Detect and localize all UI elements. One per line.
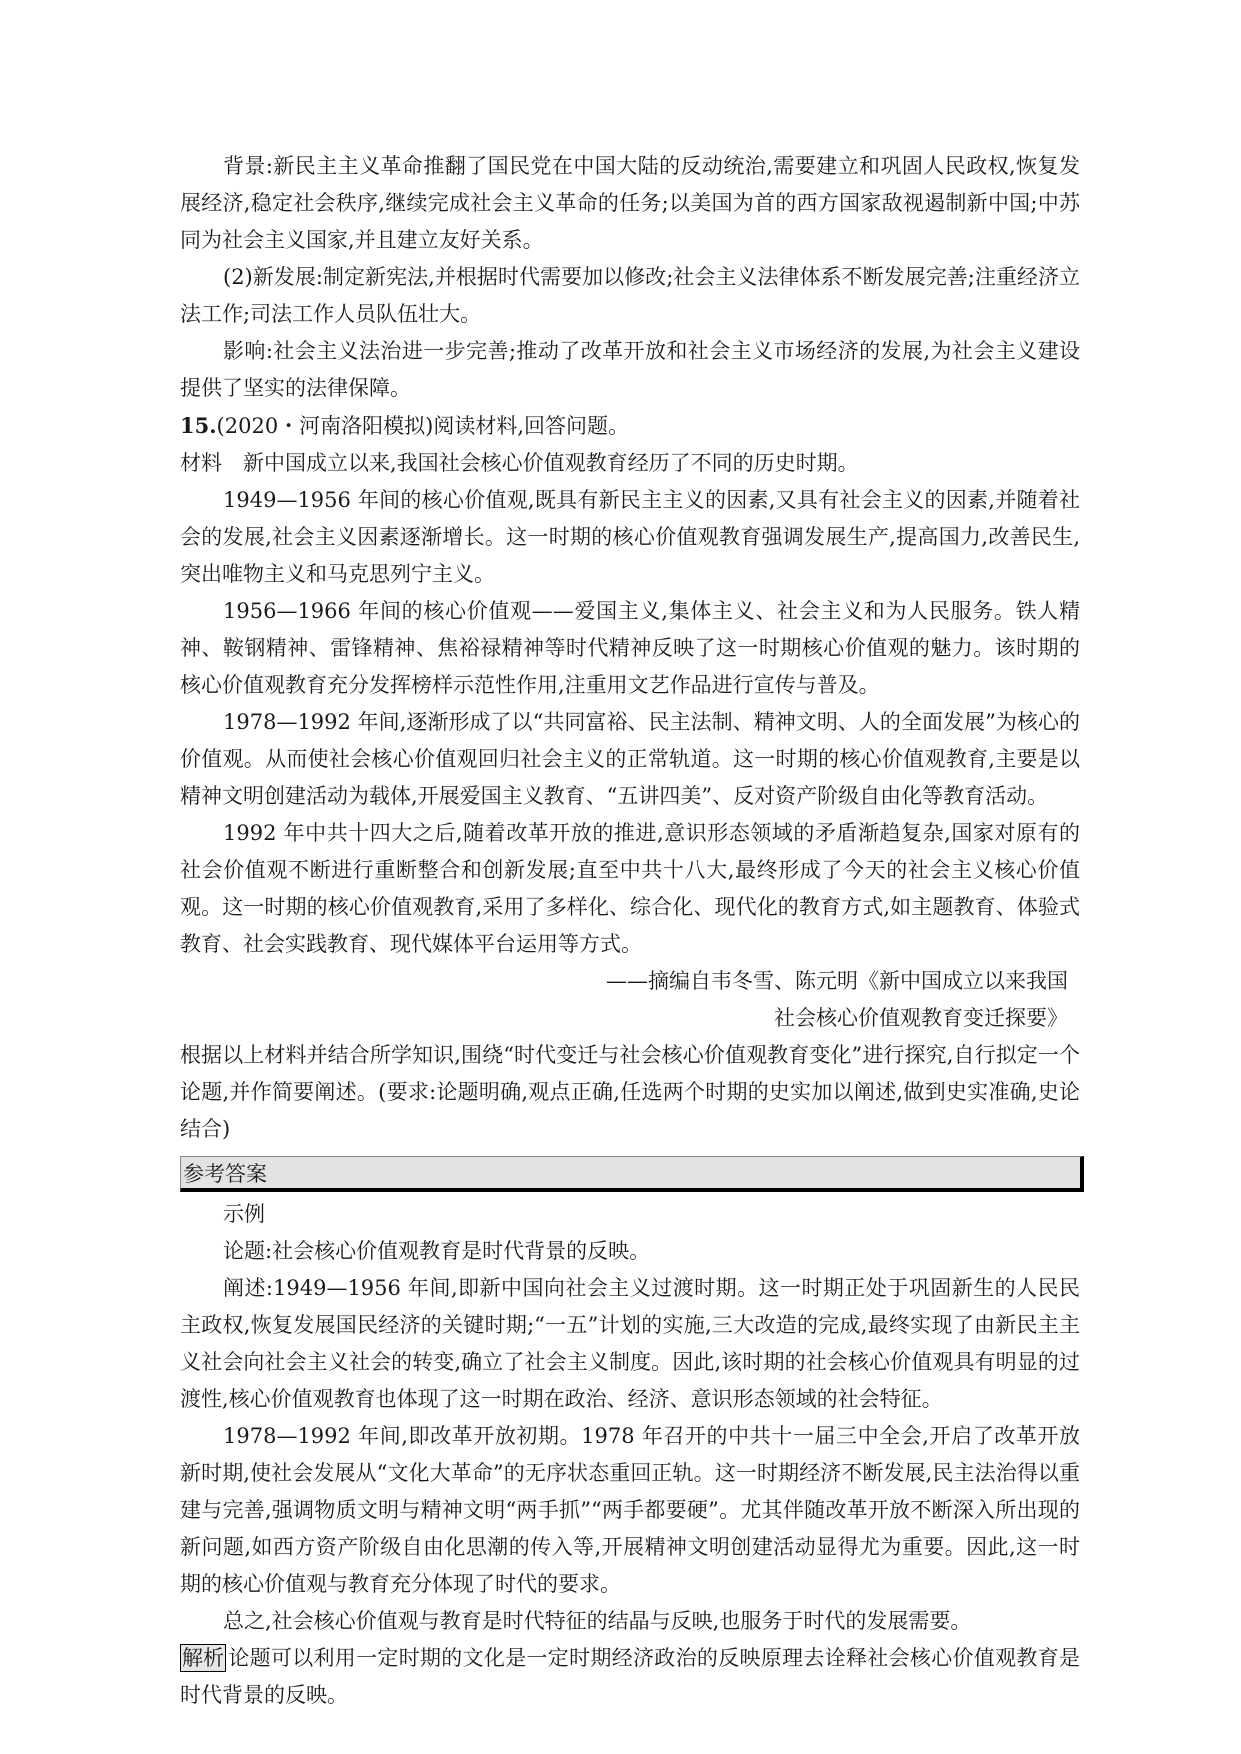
material-period-1956: 1956—1966 年间的核心价值观——爱国主义,集体主义、社会主义和为人民服务。铁人精神、鞍钢精神、雷锋精神、焦裕禄精神等时代精神反映了这一时期核心价值观的魅力。该时期的核心价值观教育充分发挥榜样示范性作用,注重用文艺作品进行宣传与普及。: [180, 599, 1080, 697]
source-citation-line-2: 社会核心价值观教育变迁探要》: [774, 1006, 1068, 1030]
answer-header-bar: [180, 1156, 1084, 1192]
background-paragraph: 背景:新民主主义革命推翻了国民党在中国大陆的反动统治,需要建立和巩固人民政权,恢复发展经济,稳定社会秩序,继续完成社会主义革命的任务;以美国为首的西方国家敌视遏制新中国;中苏同为社会主义国家,并且建立友好关系。: [180, 154, 1080, 252]
question-task: 根据以上材料并结合所学知识,围绕“时代变迁与社会核心价值观教育变化”进行探究,自行拟定一个论题,并作简要阐述。(要求:论题明确,观点正确,任选两个时期的史实加以阐述,做到史实准确,史论结合): [180, 1043, 1080, 1141]
answer-conclusion: 总之,社会核心价值观与教育是时代特征的结晶与反映,也服务于时代的发展需要。: [223, 1609, 972, 1633]
analysis-paragraph: [180, 1640, 1080, 1714]
question-15-stem: [180, 407, 1080, 445]
answer-elaboration-2: 1978—1992 年间,即改革开放初期。1978 年召开的中共十一届三中全会,开启了改革开放新时期,使社会发展从“文化大革命”的无序状态重回正轨。这一时期经济不断发展,民主法治得以重建与完善,强调物质文明与精神文明“两手抓”“两手都要硬”。尤其伴随改革开放不断深入所出现的新问题,如西方资产阶级自由化思潮的传入等,开展精神文明创建活动显得尤为重要。因此,这一时期的核心价值观与教育充分体现了时代的要求。: [180, 1424, 1080, 1596]
answer-thesis: 论题:社会核心价值观教育是时代背景的反映。: [223, 1239, 651, 1263]
new-development-paragraph: (2)新发展:制定新宪法,并根据时代需要加以修改;社会主义法律体系不断发展完善;注重经济立法工作;司法工作人员队伍壮大。: [180, 265, 1080, 326]
impact-paragraph: 影响:社会主义法治进一步完善;推动了改革开放和社会主义市场经济的发展,为社会主义建设提供了坚实的法律保障。: [180, 339, 1080, 400]
material-period-1978: 1978—1992 年间,逐渐形成了以“共同富裕、民主法制、精神文明、人的全面发展”为核心的价值观。从而使社会核心价值观回归社会主义的正常轨道。这一时期的核心价值观教育,主要是以精神文明创建活动为载体,开展爱国主义教育、“五讲四美”、反对资产阶级自由化等教育活动。: [180, 710, 1080, 808]
material-intro: 材料 新中国成立以来,我国社会核心价值观教育经历了不同的历史时期。: [180, 451, 859, 475]
analysis-tag: 解析: [182, 1646, 224, 1670]
material-period-1992: 1992 年中共十四大之后,随着改革开放的推进,意识形态领域的矛盾渐趋复杂,国家对原有的社会价值观不断进行重断整合和创新发展;直至中共十八大,最终形成了今天的社会主义核心价值观。这一时期的核心价值观教育,采用了多样化、综合化、现代化的教育方式,如主题教育、体验式教育、社会实践教育、现代媒体平台运用等方式。: [180, 821, 1080, 956]
analysis-text: 论题可以利用一定时期的文化是一定时期经济政治的反映原理去诠释社会核心价值观教育是时代背景的反映。: [180, 1646, 1080, 1707]
answer-example-label: 示例: [223, 1202, 265, 1226]
document-page: [180, 148, 1080, 1714]
answer-header-label: 参考答案: [183, 1162, 267, 1186]
material-period-1949: 1949—1956 年间的核心价值观,既具有新民主主义的因素,又具有社会主义的因素,并随着社会的发展,社会主义因素逐渐增长。这一时期的核心价值观教育强调发展生产,提高国力,改善民生,突出唯物主义和马克思列宁主义。: [180, 488, 1080, 586]
source-citation-line-1: ——摘编自韦冬雪、陈元明《新中国成立以来我国: [606, 969, 1068, 993]
question-number: 15.: [180, 413, 217, 438]
question-stem-text: (2020・河南洛阳模拟)阅读材料,回答问题。: [216, 414, 630, 438]
answer-elaboration-1: 阐述:1949—1956 年间,即新中国向社会主义过渡时期。这一时期正处于巩固新生的人民民主政权,恢复发展国民经济的关键时期;“一五”计划的实施,三大改造的完成,最终实现了由新民主主义社会向社会主义社会的转变,确立了社会主义制度。因此,该时期的社会核心价值观具有明显的过渡性,核心价值观教育也体现了这一时期在政治、经济、意识形态领域的社会特征。: [180, 1276, 1080, 1411]
